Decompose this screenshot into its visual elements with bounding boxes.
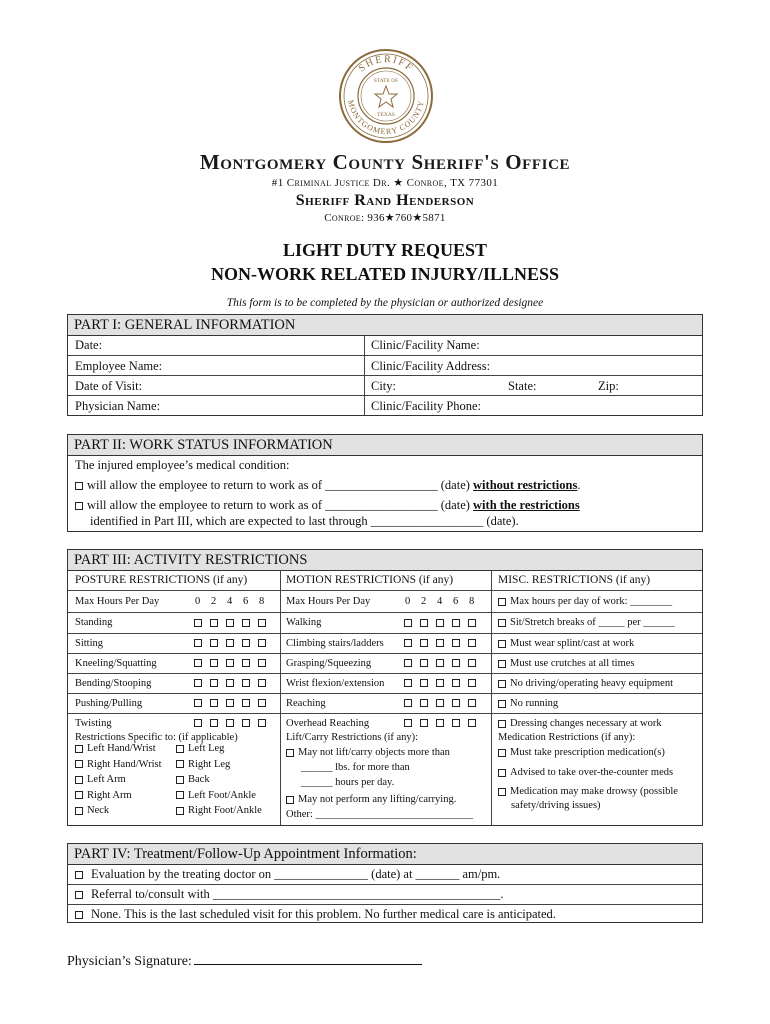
hours-checkbox[interactable] [258, 719, 266, 727]
clinic-address-field[interactable]: Clinic/Facility Address: [371, 359, 491, 373]
checkbox[interactable] [498, 720, 506, 728]
hours-checkbox[interactable] [210, 659, 218, 667]
form-instructions: This form is to be completed by the physician or authorized designee [226, 297, 544, 309]
hours-checkbox[interactable] [194, 719, 202, 727]
hours-checkbox[interactable] [404, 659, 412, 667]
checkbox[interactable] [75, 502, 83, 510]
posture-twisting: Twisting [75, 718, 112, 729]
motion-reaching: Reaching [286, 698, 326, 709]
body-part-option[interactable]: Right Arm [75, 790, 132, 801]
misc-column-heading: MISC. RESTRICTIONS (if any) [498, 574, 651, 586]
hours-checkbox[interactable] [194, 659, 202, 667]
office-address: #1 Criminal Justice Dr. ★ Conroe, TX 77301 [271, 177, 499, 189]
posture-pushing: Pushing/Pulling [75, 698, 143, 709]
checkbox[interactable] [176, 745, 184, 753]
hours-checkbox[interactable] [258, 679, 266, 687]
physician-name-field[interactable]: Physician Name: [75, 399, 161, 413]
sheriff-seal-logo [338, 48, 434, 144]
body-part-option[interactable]: Left Leg [176, 743, 224, 754]
hours-checkbox[interactable] [436, 639, 444, 647]
hours-checkbox[interactable] [468, 659, 476, 667]
option-without-restrictions[interactable]: will allow the employee to return to work as of __________________ (date) without restrictions. [75, 475, 580, 495]
condition-intro: The injured employee’s medical condition: [75, 458, 290, 472]
hours-checkbox[interactable] [226, 719, 234, 727]
hours-checkbox[interactable] [210, 639, 218, 647]
hours-checkbox[interactable] [468, 699, 476, 707]
hours-checkbox[interactable] [194, 639, 202, 647]
motion-wrist: Wrist flexion/extension [286, 678, 385, 689]
hours-checkbox[interactable] [226, 679, 234, 687]
hours-checkbox[interactable] [404, 719, 412, 727]
body-part-option[interactable]: Back [176, 774, 210, 785]
checkbox[interactable] [75, 482, 83, 490]
misc-item[interactable]: Must use crutches at all times [498, 654, 635, 674]
hours-checkbox[interactable] [226, 619, 234, 627]
hours-checkbox[interactable] [210, 619, 218, 627]
hours-checkbox[interactable] [452, 679, 460, 687]
hours-checkbox[interactable] [210, 719, 218, 727]
hours-checkbox[interactable] [468, 619, 476, 627]
city-field[interactable]: City: [371, 379, 397, 393]
option-with-restrictions[interactable]: will allow the employee to return to work as of __________________ (date) with the restrictions [75, 495, 580, 515]
posture-column-heading: POSTURE RESTRICTIONS (if any) [75, 574, 248, 586]
med-option-1[interactable]: Must take prescription medication(s) [498, 743, 665, 763]
hours-checkbox[interactable] [210, 679, 218, 687]
posture-bending: Bending/Stooping [75, 678, 152, 689]
date-of-visit-field[interactable]: Date of Visit: [75, 379, 143, 393]
followup-referral[interactable]: Referral to/consult with ______________________________________________. [75, 884, 503, 904]
body-part-option[interactable]: Right Hand/Wrist [75, 759, 162, 770]
motion-overhead: Overhead Reaching [286, 718, 370, 729]
checkbox[interactable] [498, 660, 506, 668]
checkbox[interactable] [75, 776, 83, 784]
part3-heading: PART III: ACTIVITY RESTRICTIONS [68, 550, 702, 571]
misc-item[interactable]: Sit/Stretch breaks of _____ per ______ [498, 613, 675, 633]
hours-checkbox[interactable] [468, 679, 476, 687]
lift-title: Lift/Carry Restrictions (if any): [286, 732, 419, 743]
med-option-3[interactable]: Medication may make drowsy (possible [498, 782, 678, 802]
body-part-option[interactable]: Left Arm [75, 774, 126, 785]
followup-evaluation[interactable]: Evaluation by the treating doctor on _______________ (date) at _______ am/pm. [75, 864, 500, 884]
hours-checkbox[interactable] [420, 719, 428, 727]
hours-scale: 0 2 4 6 8 [405, 596, 475, 607]
part1-heading: PART I: GENERAL INFORMATION [68, 315, 702, 336]
checkbox[interactable] [176, 791, 184, 799]
hours-checkbox[interactable] [468, 639, 476, 647]
checkbox[interactable] [75, 745, 83, 753]
hours-checkbox[interactable] [258, 699, 266, 707]
hours-checkbox[interactable] [436, 719, 444, 727]
hours-checkbox[interactable] [226, 659, 234, 667]
checkbox[interactable] [75, 791, 83, 799]
hours-checkbox[interactable] [420, 699, 428, 707]
hours-checkbox[interactable] [452, 639, 460, 647]
posture-sitting: Sitting [75, 638, 104, 649]
checkbox[interactable] [286, 749, 294, 757]
clinic-phone-field[interactable]: Clinic/Facility Phone: [371, 399, 482, 413]
med-title: Medication Restrictions (if any): [498, 732, 636, 743]
body-part-option[interactable]: Left Foot/Ankle [176, 790, 256, 801]
hours-checkbox[interactable] [194, 699, 202, 707]
svg-text:MONTGOMERY COUNTY: MONTGOMERY COUNTY [346, 99, 426, 137]
motion-column-heading: MOTION RESTRICTIONS (if any) [286, 574, 454, 586]
hours-checkbox[interactable] [468, 719, 476, 727]
checkbox[interactable] [498, 749, 506, 757]
hours-checkbox[interactable] [242, 719, 250, 727]
checkbox[interactable] [498, 788, 506, 796]
hours-checkbox[interactable] [242, 619, 250, 627]
hours-checkbox[interactable] [258, 639, 266, 647]
hours-checkbox[interactable] [452, 619, 460, 627]
clinic-name-field[interactable]: Clinic/Facility Name: [371, 338, 480, 352]
checkbox[interactable] [498, 769, 506, 777]
signature-label: Physician’s Signature: [67, 954, 192, 969]
hours-checkbox[interactable] [242, 659, 250, 667]
svg-text:STATE OF: STATE OF [373, 78, 399, 84]
misc-item[interactable]: Max hours per day of work: ________ [498, 592, 672, 612]
signature-line[interactable] [194, 950, 422, 965]
lift-lbs: ______ lbs. for more than [301, 762, 410, 773]
specific-title: Restrictions Specific to: (if applicable) [75, 732, 238, 743]
lift-other[interactable]: Other: ______________________________ [286, 809, 473, 820]
hours-checkbox[interactable] [242, 639, 250, 647]
checkbox[interactable] [176, 807, 184, 815]
hours-checkbox[interactable] [404, 639, 412, 647]
hours-checkbox[interactable] [404, 699, 412, 707]
part4-section [67, 843, 703, 923]
hours-checkbox[interactable] [436, 619, 444, 627]
checkbox[interactable] [75, 807, 83, 815]
part2-heading: PART II: WORK STATUS INFORMATION [68, 435, 702, 456]
hours-checkbox[interactable] [452, 719, 460, 727]
misc-item[interactable]: No running [498, 694, 558, 714]
checkbox[interactable] [176, 760, 184, 768]
checkbox[interactable] [75, 891, 83, 899]
hours-checkbox[interactable] [436, 659, 444, 667]
checkbox[interactable] [498, 700, 506, 708]
misc-item[interactable]: No driving/operating heavy equipment [498, 674, 673, 694]
posture-kneeling: Kneeling/Squatting [75, 658, 157, 669]
employee-name-field[interactable]: Employee Name: [75, 359, 163, 373]
body-part-option[interactable]: Right Foot/Ankle [176, 805, 262, 816]
hours-checkbox[interactable] [436, 679, 444, 687]
part4-heading: PART IV: Treatment/Follow-Up Appointment Information: [68, 844, 702, 865]
physician-signature[interactable] [67, 950, 422, 970]
hours-checkbox[interactable] [242, 679, 250, 687]
body-part-option[interactable]: Left Hand/Wrist [75, 743, 156, 754]
hours-checkbox[interactable] [420, 679, 428, 687]
zip-field[interactable]: Zip: [598, 379, 619, 393]
followup-none[interactable]: None. This is the last scheduled visit for this problem. No further medical care is anticipated. [75, 904, 556, 924]
svg-text:TEXAS: TEXAS [377, 112, 395, 118]
lift-option-2[interactable]: May not perform any lifting/carrying. [286, 790, 456, 810]
checkbox[interactable] [498, 619, 506, 627]
checkbox[interactable] [75, 760, 83, 768]
checkbox[interactable] [75, 871, 83, 879]
hours-checkbox[interactable] [258, 619, 266, 627]
hours-checkbox[interactable] [452, 659, 460, 667]
misc-item[interactable]: Must wear splint/cast at work [498, 634, 634, 654]
hours-checkbox[interactable] [226, 639, 234, 647]
body-part-option[interactable]: Neck [75, 805, 109, 816]
checkbox[interactable] [286, 796, 294, 804]
med-option-3-cont: safety/driving issues) [511, 800, 601, 811]
hours-checkbox[interactable] [210, 699, 218, 707]
checkbox[interactable] [498, 680, 506, 688]
hours-checkbox[interactable] [420, 639, 428, 647]
restriction-duration: identified in Part III, which are expected to last through __________________ (date). [90, 514, 519, 528]
hours-checkbox[interactable] [194, 679, 202, 687]
sheriff-name: Sheriff Rand Henderson [295, 192, 475, 209]
hours-checkbox[interactable] [194, 619, 202, 627]
motion-grasping: Grasping/Squeezing [286, 658, 372, 669]
form-title: LIGHT DUTY REQUEST [282, 240, 488, 260]
checkbox[interactable] [498, 598, 506, 606]
form-subtitle: NON-WORK RELATED INJURY/ILLNESS [210, 264, 560, 284]
med-option-2[interactable]: Advised to take over-the-counter meds [498, 763, 673, 783]
part1-section [67, 314, 703, 416]
checkbox[interactable] [75, 911, 83, 919]
motion-walking: Walking [286, 617, 322, 628]
hours-checkbox[interactable] [404, 679, 412, 687]
office-phone: Conroe: 936★760★5871 [324, 212, 446, 224]
hours-checkbox[interactable] [420, 659, 428, 667]
lift-hours: ______ hours per day. [301, 777, 395, 788]
date-field[interactable]: Date: [75, 338, 103, 352]
hours-checkbox[interactable] [242, 699, 250, 707]
body-part-option[interactable]: Right Leg [176, 759, 230, 770]
office-name: Montgomery County Sheriff's Office [199, 150, 571, 174]
posture-standing: Standing [75, 617, 113, 628]
hours-checkbox[interactable] [420, 619, 428, 627]
misc-item[interactable]: Dressing changes necessary at work [498, 714, 662, 734]
max-hours-label: Max Hours Per Day [75, 596, 160, 607]
checkbox[interactable] [176, 776, 184, 784]
motion-climbing: Climbing stairs/ladders [286, 638, 384, 649]
hours-checkbox[interactable] [452, 699, 460, 707]
hours-checkbox[interactable] [226, 699, 234, 707]
hours-checkbox[interactable] [404, 619, 412, 627]
hours-checkbox[interactable] [436, 699, 444, 707]
hours-scale: 0 2 4 6 8 [195, 596, 265, 607]
part3-section [67, 549, 703, 826]
lift-option-1[interactable]: May not lift/carry objects more than [286, 743, 450, 763]
max-hours-label: Max Hours Per Day [286, 596, 371, 607]
checkbox[interactable] [498, 640, 506, 648]
svg-text:SHERIFF: SHERIFF [356, 53, 416, 75]
hours-checkbox[interactable] [258, 659, 266, 667]
state-field[interactable]: State: [508, 379, 537, 393]
part2-section [67, 434, 703, 532]
